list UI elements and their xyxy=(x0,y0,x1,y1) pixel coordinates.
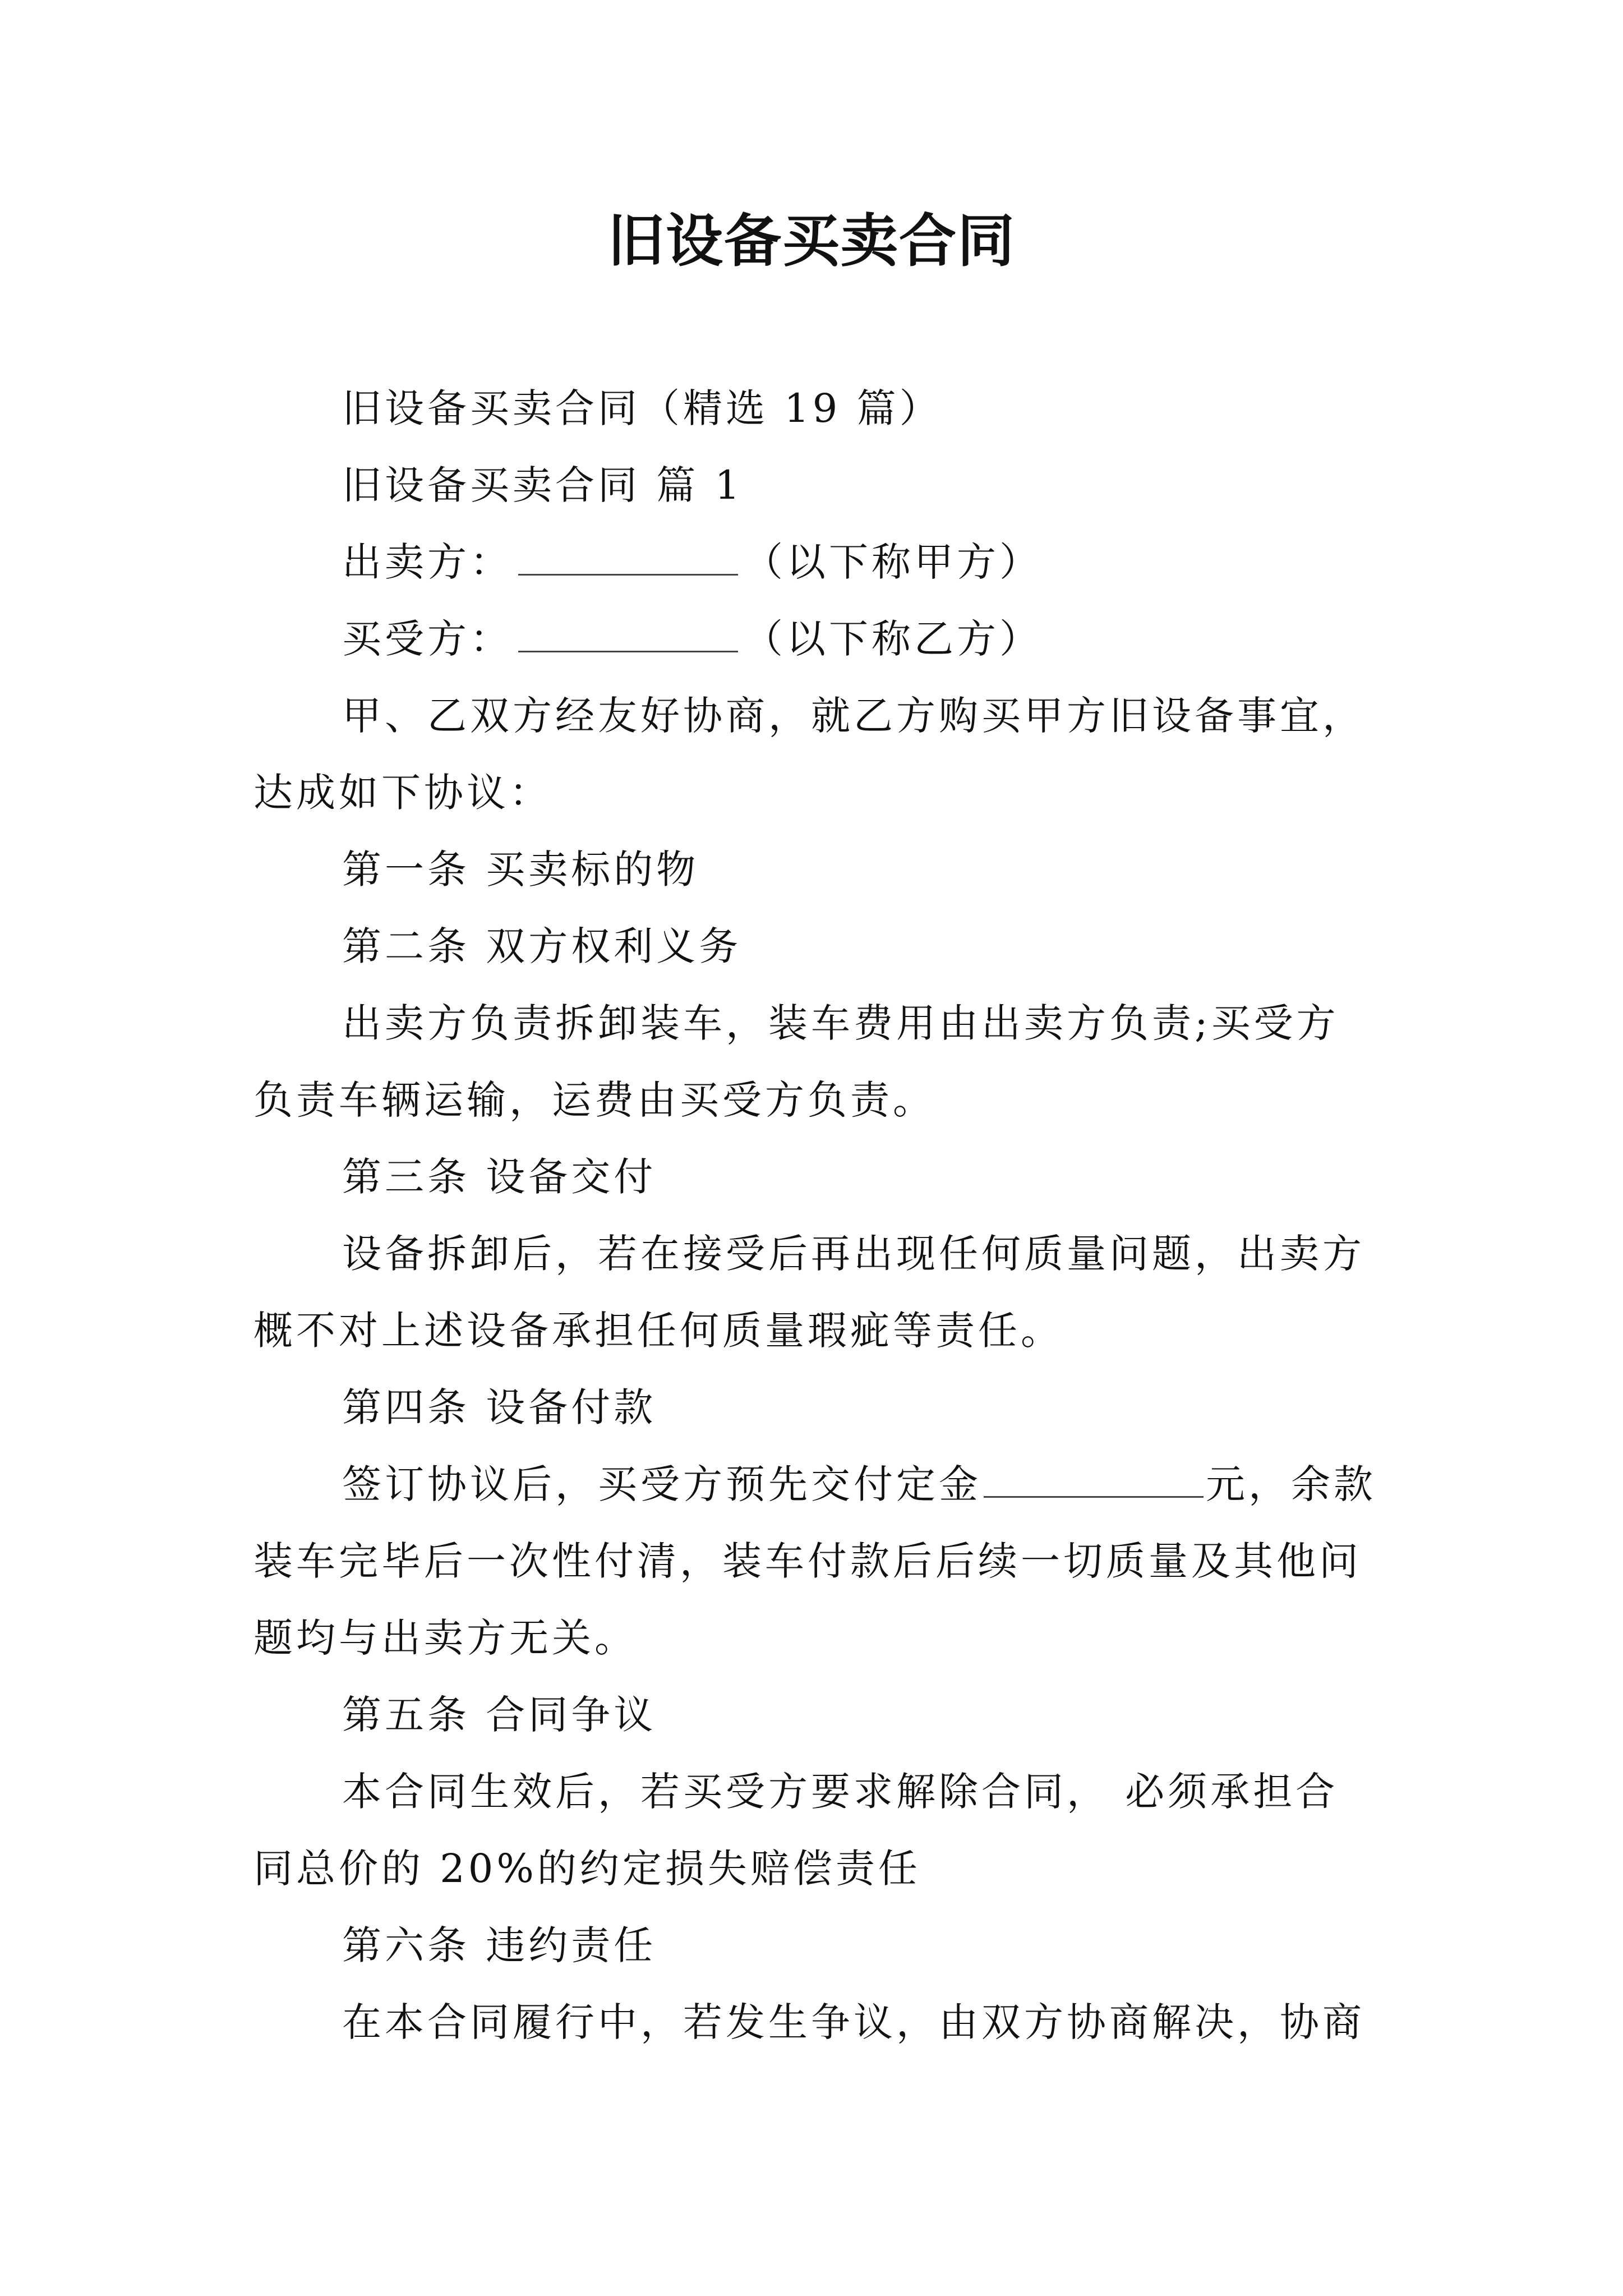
article-heading: 第五条 合同争议 xyxy=(342,1692,657,1738)
deposit-text-pre: 签订协议后，买受方预先交付定金 xyxy=(342,1461,981,1507)
deposit-blank xyxy=(984,1462,1204,1498)
paragraph-line: 装车完毕后一次性付清，装车付款后后续一切质量及其他问 xyxy=(253,1538,1362,1584)
section-heading: 旧设备买卖合同 篇 1 xyxy=(342,462,744,508)
paragraph-line: 设备拆卸后，若在接受后再出现任何质量问题，出卖方 xyxy=(342,1231,1365,1277)
paragraph-line: 本合同生效后，若买受方要求解除合同， 必须承担合 xyxy=(342,1769,1339,1815)
paragraph-line: 出卖方负责拆卸装车，装车费用由出卖方负责;买受方 xyxy=(342,1000,1339,1046)
article-heading: 第六条 违约责任 xyxy=(342,1922,657,1968)
deposit-text-post: 元，余款 xyxy=(1206,1461,1376,1507)
document-body xyxy=(253,370,1381,2061)
article-heading: 第二条 双方权利义务 xyxy=(342,923,742,969)
buyer-label: 买受方： xyxy=(342,616,513,662)
seller-suffix: （以下称甲方） xyxy=(744,539,1042,585)
deposit-line xyxy=(253,1446,1381,1523)
paragraph-line: 同总价的 20%的约定损失赔偿责任 xyxy=(253,1846,921,1892)
collection-title: 旧设备买卖合同（精选 19 篇） xyxy=(342,385,942,431)
paragraph-line: 甲、乙双方经友好协商，就乙方购买甲方旧设备事宜， xyxy=(342,693,1365,739)
seller-blank xyxy=(518,540,738,576)
article-heading: 第一条 买卖标的物 xyxy=(342,846,699,892)
article-heading: 第三条 设备交付 xyxy=(342,1154,657,1200)
seller-line xyxy=(253,524,1381,601)
paragraph-line: 题均与出卖方无关。 xyxy=(253,1615,637,1661)
paragraph-line: 在本合同履行中，若发生争议，由双方协商解决，协商 xyxy=(342,1999,1365,2045)
document-title: 旧设备买卖合同 xyxy=(607,208,1016,275)
paragraph-line: 负责车辆运输，运费由买受方负责。 xyxy=(253,1077,935,1123)
article-heading: 第四条 设备付款 xyxy=(342,1384,657,1430)
buyer-blank xyxy=(518,617,738,652)
paragraph-line: 达成如下协议： xyxy=(253,770,552,816)
buyer-line xyxy=(253,601,1381,678)
seller-label: 出卖方： xyxy=(342,539,513,585)
paragraph-line: 概不对上述设备承担任何质量瑕疵等责任。 xyxy=(253,1308,1063,1354)
buyer-suffix: （以下称乙方） xyxy=(744,616,1042,662)
